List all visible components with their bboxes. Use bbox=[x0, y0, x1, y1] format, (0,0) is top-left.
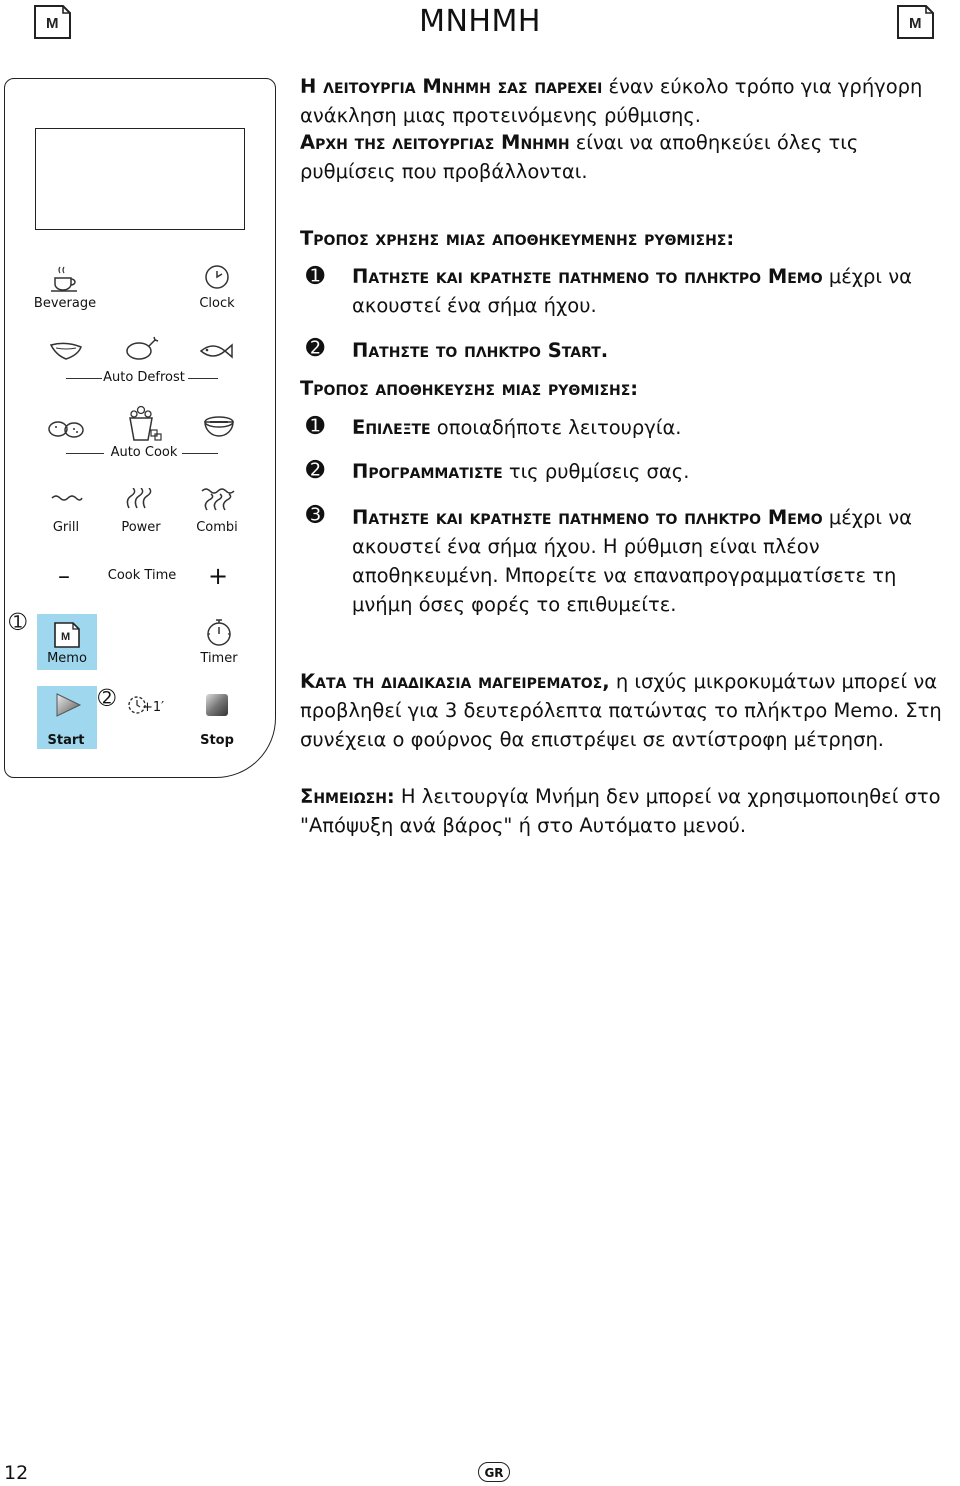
memo-icon bbox=[895, 2, 937, 42]
power-button-label[interactable]: Power bbox=[121, 520, 161, 535]
cook-time-label: Cook Time bbox=[107, 568, 177, 583]
combi-icon bbox=[200, 486, 236, 512]
clock-button-label[interactable]: Clock bbox=[199, 296, 235, 311]
intro-paragraph-1: Η λειτουργια Μνημη σας παρεχει έναν εύκολο τρόπο για γρήγορη ανάκληση μιας προτεινόμενης ρύθμισης. bbox=[300, 75, 923, 127]
bowl-icon bbox=[202, 412, 236, 440]
plus-one-minute-button[interactable]: +1′ bbox=[142, 700, 165, 715]
auto-defrost-label: Auto Defrost bbox=[103, 370, 185, 385]
save-heading: Τροπος αποθηκευσης μιας ρυθμισης: bbox=[300, 377, 639, 400]
timer-icon bbox=[204, 616, 234, 648]
stop-icon bbox=[204, 692, 230, 718]
play-icon bbox=[54, 692, 82, 718]
svg-text:M: M bbox=[46, 15, 59, 32]
display-screen bbox=[35, 128, 245, 230]
use-step-1: Πατηστε και κρατηστε πατημενο το πληκτρο Memo μέχρι να ακουστεί ένα σήμα ήχου. bbox=[352, 265, 912, 317]
page-number: 12 bbox=[4, 1462, 29, 1484]
beverage-button-label[interactable]: Beverage bbox=[33, 296, 97, 311]
step-number: ➌ bbox=[306, 503, 325, 528]
save-step-2: Προγραμματιστε τις ρυθμίσεις σας. bbox=[352, 460, 690, 483]
save-step-3: Πατηστε και κρατηστε πατημενο το πληκτρο Memo μέχρι να ακουστεί ένα σήμα ήχου. Η ρύθμιση είναι πλέον αποθηκευμένη. Μπορείτε να επαναπρογραμματίσετε τη μνήμη όσες φορές το επιθυμείτε. bbox=[352, 506, 912, 616]
grill-button-label[interactable]: Grill bbox=[52, 520, 80, 535]
chicken-icon bbox=[124, 336, 160, 362]
popcorn-icon bbox=[124, 404, 164, 442]
timer-button-label[interactable]: Timer bbox=[200, 651, 238, 666]
auto-cook-label: Auto Cook bbox=[110, 445, 178, 460]
use-step-2: Πατηστε το πληκτρο Start. bbox=[352, 339, 609, 362]
grill-icon bbox=[50, 492, 84, 510]
microwave-power-icon bbox=[124, 488, 158, 510]
combi-button-label[interactable]: Combi bbox=[196, 520, 238, 535]
plus-button[interactable]: + bbox=[208, 562, 229, 590]
use-heading: Τροπος χρησης μιας αποθηκευμενης ρυθμισης: bbox=[300, 227, 735, 250]
memo-button-label: Memo bbox=[47, 651, 87, 666]
language-badge: GR bbox=[478, 1462, 510, 1482]
svg-text:M: M bbox=[61, 631, 71, 643]
potatoes-icon bbox=[46, 418, 86, 440]
clock-icon bbox=[204, 264, 230, 290]
start-button-label: Start bbox=[47, 733, 85, 748]
step-number: ➊ bbox=[306, 414, 325, 439]
page-title: ΜΝΗΜΗ bbox=[419, 4, 541, 39]
cooking-paragraph: Κατα τη διαδικασια μαγειρεματος, η ισχύς μικροκυμάτων μπορεί να προβληθεί για 3 δευτερόλεπτα πατώντας το πλήκτρο Memo. Στη συνέχεια ο φούρνος θα επιστρέψει σε αντίστροφη μέτρηση. bbox=[300, 670, 942, 751]
step-number: ➋ bbox=[306, 336, 325, 361]
step-number: ➊ bbox=[306, 264, 325, 289]
intro-paragraph-2: Αρχη της λειτουργιας Μνημη είναι να αποθηκεύει όλες τις ρυθμίσεις που προβάλλονται. bbox=[300, 131, 859, 183]
memo-icon bbox=[52, 620, 82, 650]
callout-2: ➁ bbox=[98, 686, 116, 710]
steak-icon bbox=[48, 338, 84, 362]
stop-button-label[interactable]: Stop bbox=[200, 733, 234, 748]
minus-button[interactable]: – bbox=[58, 562, 70, 590]
step-number: ➋ bbox=[306, 458, 325, 483]
callout-1: ➀ bbox=[9, 610, 27, 634]
svg-text:M: M bbox=[909, 15, 922, 32]
save-step-1: Επιλεξτε οποιαδήποτε λειτουργία. bbox=[352, 416, 682, 439]
fish-icon bbox=[198, 340, 234, 362]
note-paragraph: Σημειωση: Η λειτουργία Μνήμη δεν μπορεί να χρησιμοποιηθεί στο "Απόψυξη ανά βάρος" ή στο Αυτόματο μενού. bbox=[300, 785, 941, 837]
beverage-icon bbox=[48, 264, 82, 294]
